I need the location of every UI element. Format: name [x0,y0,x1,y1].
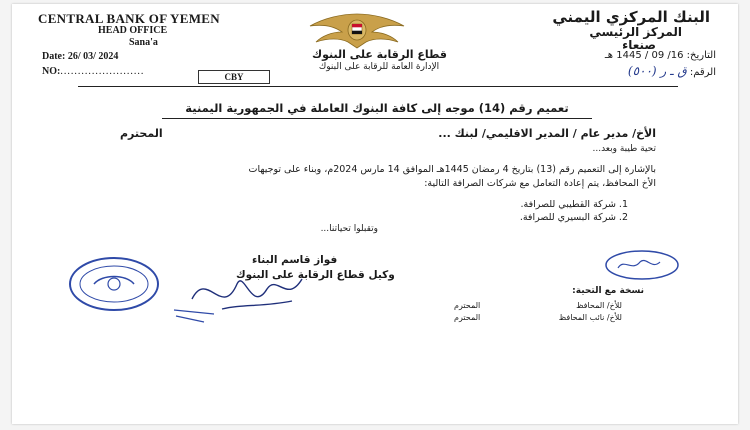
list-item: 2. شركة البسيري للصرافة. [519,212,628,223]
date-label-en: Date: [42,51,66,62]
bank-name-ar: البنك المركزي اليمني [552,8,710,26]
greeting: تحية طيبة وبعد... [592,144,656,154]
closing-line: وتقبلوا تحياتنا... [320,224,378,234]
date-ar: التاريخ: 16/ 09 / 1445 هـ [604,50,716,61]
body-paragraph-line-2: الأخ المحافظ، يتم إعادة التعامل مع شركات الصرافة التالية: [424,178,656,189]
yemen-emblem-icon [302,10,412,50]
circular-subject: تعميم رقم (14) موجه إلى كافة البنوك العاملة في الجمهورية اليمنية [185,101,569,115]
sector-title: قطاع الرقابة على البنوك [312,48,447,61]
number-dots-en: ........................ [60,66,145,77]
received-stamp-icon [602,248,682,282]
number-label-en: NO: [42,66,61,77]
reference-label-ar: الرقم: [689,67,716,78]
reference-value-ar: ق ـ ر (٥٠٠) [627,64,687,78]
city-en: Sana'a [129,37,158,48]
head-office-en: HEAD OFFICE [98,25,168,36]
list-item: 1. شركة القطيبي للصرافة. [520,199,628,210]
date-value-en: 26/ 03/ 2024 [67,51,119,62]
letter-page [12,4,738,424]
cc-respected: المحترم [454,313,481,322]
addressee: الأخ/ مدير عام / المدير الاقليمي/ لبنك ... [438,127,656,140]
header-divider [78,86,678,87]
subject-underline [162,118,592,119]
body-paragraph-line-1: بالإشارة إلى التعميم رقم (13) بتاريخ 4 رمضان 1445هـ الموافق 14 مارس 2024م، وبناء على توجيهات [248,164,656,175]
department-title: الإدارة العامة للرقابة على البنوك [318,62,440,72]
date-en [42,51,118,62]
cc-recipient: للأخ/ المحافظ [576,301,622,310]
cc-recipient: للأخ/ نائب المحافظ [558,313,622,322]
cc-respected: المحترم [454,301,481,310]
signatory-name: فواز قاسم البناء [252,254,338,266]
addressee-respected: المحترم [120,127,163,140]
signatory-title: وكيل قطاع الرقابة على البنوك [236,269,395,281]
number-en [42,66,144,77]
cc-heading: نسخة مع التحية: [572,286,644,296]
head-office-ar: المركز الرئيسي [589,25,682,39]
cby-box: CBY [198,70,270,84]
city-ar: صنعاء [622,38,656,52]
reference-ar [628,64,716,78]
bank-name-en: CENTRAL BANK OF YEMEN [38,11,220,26]
